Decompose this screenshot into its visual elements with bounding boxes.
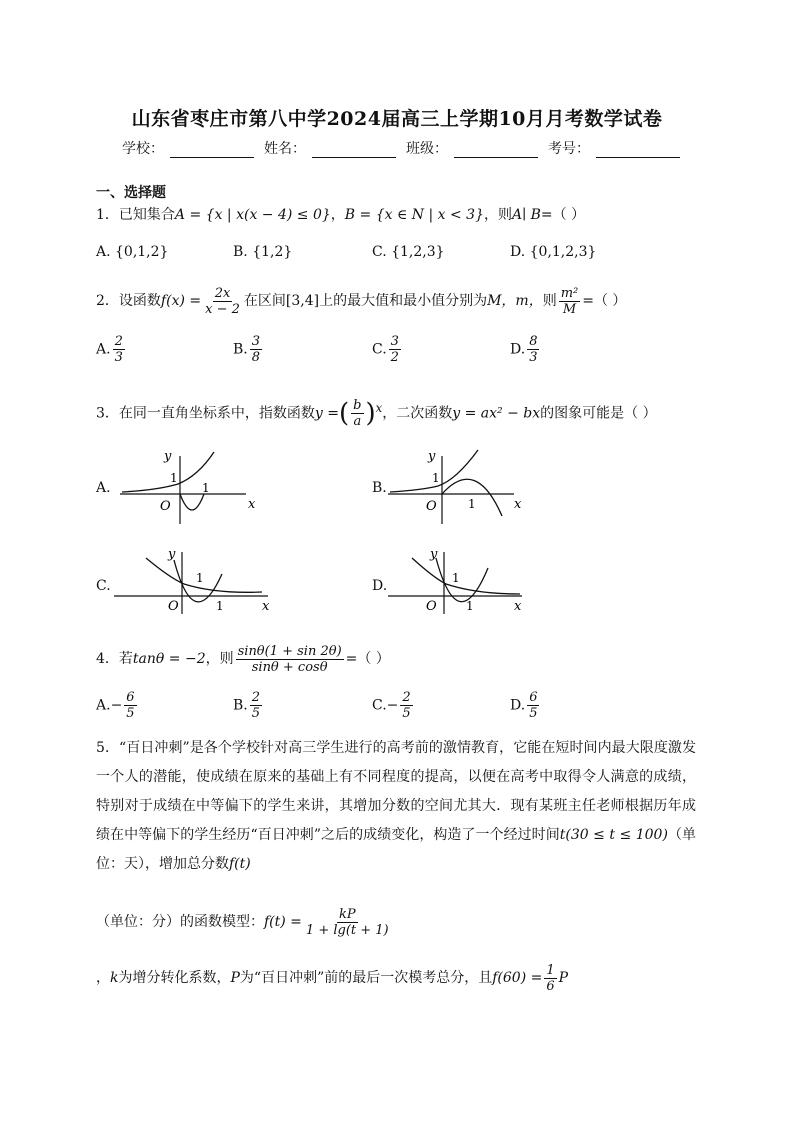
q4-num: sinθ(1 + sin 2θ) — [237, 643, 342, 659]
name-blank[interactable] — [312, 143, 396, 158]
q2-b-frac — [250, 334, 262, 365]
q2-end: =（ ） — [582, 293, 627, 309]
q5-model-num: kP — [338, 906, 356, 922]
graph-a-one-x: 1 — [202, 481, 210, 495]
q1-set-b: B = {x ∈ N | x < 3} — [344, 207, 484, 223]
q2-c-den: 2 — [390, 350, 399, 365]
graph-b-one-x: 1 — [468, 497, 476, 511]
q1-option-d[interactable]: D. {0,1,2,3} — [510, 244, 597, 260]
q2-ratio-num: m² — [560, 285, 579, 301]
q4-a-den: 5 — [126, 706, 135, 721]
q1-end: =（ ） — [540, 207, 586, 223]
graph-a-origin: O — [160, 499, 171, 514]
q2-option-a[interactable] — [96, 334, 127, 365]
q2-a-num: 2 — [114, 334, 123, 349]
q2-d-den: 3 — [529, 350, 538, 365]
q5-line2: （单位：分）的函数模型： — [96, 914, 264, 930]
q2-den: x − 2 — [205, 301, 240, 317]
graph-c-exponential — [146, 558, 262, 592]
graph-b-y-label: y — [428, 449, 436, 464]
q3-exp-pow: x — [375, 401, 383, 415]
q4-b-label: B. — [233, 697, 248, 714]
q3-lparen: ( — [339, 398, 350, 429]
q3-prefix: 3．在同一直角坐标系中，指数函数 — [96, 405, 315, 422]
q1-sep: ， — [330, 207, 345, 223]
exam-no-label: 考号： — [548, 141, 590, 157]
q4-c-sign: − — [386, 697, 399, 714]
q4-end: =（ ） — [345, 651, 390, 667]
q5-p: P — [230, 970, 240, 986]
graph-a-parabola — [180, 494, 204, 510]
q2-then: 则 — [542, 293, 557, 309]
q2-d-frac — [527, 334, 539, 365]
q1-expr: A∣ B — [511, 207, 541, 223]
q2-a-den: 3 — [114, 350, 123, 365]
graph-c-y-label: y — [168, 547, 176, 562]
q2-d-label: D. — [510, 341, 526, 358]
class-blank[interactable] — [454, 143, 538, 158]
q2-mid: 在区间[3,4]上的最大值和最小值分别为 — [243, 293, 488, 309]
q5-line3-a: ， — [96, 970, 110, 986]
q4-d-num: 6 — [529, 690, 538, 705]
q2-vars: M，m， — [487, 293, 543, 309]
question-5 — [96, 734, 696, 879]
q4-c-label: C. — [372, 697, 387, 714]
graph-a-x-label: x — [248, 497, 256, 512]
q3-quad: y = ax² − bx — [452, 405, 541, 422]
q2-c-label: C. — [372, 341, 387, 358]
q5-model-line — [96, 902, 393, 942]
graph-d-y-label: y — [430, 547, 438, 562]
section-title: 一、选择题 — [96, 185, 166, 201]
q2-option-d[interactable] — [510, 334, 541, 365]
q4-a-label: A. — [96, 697, 111, 714]
q5-t-range: t(30 ≤ t ≤ 100) — [559, 827, 668, 843]
q4-a-num: 6 — [126, 690, 135, 705]
q4-b-num: 2 — [251, 690, 261, 705]
q4-c-den: 5 — [402, 706, 411, 721]
q2-option-b[interactable] — [233, 334, 264, 365]
q5-condition-line — [96, 958, 568, 998]
q2-b-label: B. — [233, 341, 248, 358]
q3-end: 的图象可能是（ ） — [540, 405, 657, 422]
q4-a-frac — [124, 690, 136, 721]
q2-d-num: 8 — [529, 334, 538, 349]
q2-b-den: 8 — [251, 350, 261, 365]
q1-option-c[interactable]: C. {1,2,3} — [372, 244, 445, 260]
page-title: 山东省枣庄市第八中学2024届高三上学期10月月考数学试卷 — [131, 108, 663, 130]
q5-f60-frac — [544, 963, 556, 994]
school-label: 学校： — [122, 141, 164, 157]
q5-f60-num: 1 — [546, 962, 555, 978]
class-label: 班级： — [406, 141, 448, 157]
q4-d-den: 5 — [529, 706, 538, 721]
q4-den: sinθ + cosθ — [251, 659, 328, 675]
q3-exp-den: a — [353, 414, 362, 430]
graph-c-one-x: 1 — [216, 599, 224, 613]
graph-d-x-label: x — [514, 599, 522, 614]
q4-c-frac — [400, 690, 412, 721]
q2-fraction — [203, 286, 242, 317]
q4-option-b[interactable] — [233, 690, 264, 721]
q4-a-sign: − — [110, 697, 123, 714]
q5-model-frac — [304, 907, 391, 938]
q5-line3-b: 为增分转化系数， — [118, 970, 231, 986]
q4-b-frac — [250, 690, 262, 721]
q4-option-c[interactable] — [372, 690, 415, 721]
q2-ratio — [559, 286, 581, 317]
name-label: 姓名： — [264, 141, 306, 157]
q3-graph-b[interactable] — [386, 446, 526, 526]
q4-option-d[interactable] — [510, 690, 541, 721]
q3-option-a-label[interactable]: A. — [96, 480, 111, 496]
q4-prefix: 4．若 — [96, 651, 133, 667]
question-1 — [96, 204, 585, 226]
q3-option-d-label[interactable]: D. — [372, 578, 388, 594]
q2-prefix: 2．设函数 — [96, 293, 161, 309]
q2-a-label: A. — [96, 341, 111, 358]
q2-c-num: 3 — [390, 334, 399, 349]
q4-d-frac — [527, 690, 539, 721]
student-info-line — [122, 138, 684, 158]
q5-k: k — [110, 970, 119, 986]
q5-f60-p: P — [558, 970, 569, 986]
q5-ft: f(t) — [229, 856, 251, 872]
question-4 — [96, 640, 390, 678]
q1-option-a[interactable]: A. {0,1,2} — [96, 244, 169, 260]
q2-ratio-den: M — [562, 301, 577, 317]
graph-d-origin: O — [426, 599, 437, 614]
q3-graph-a[interactable] — [118, 446, 258, 526]
graph-c-one-y: 1 — [196, 571, 204, 585]
q3-option-b-label[interactable]: B. — [372, 480, 387, 496]
q2-a-frac — [113, 334, 125, 365]
graph-b-one-y: 1 — [432, 471, 440, 485]
school-blank[interactable] — [170, 143, 254, 158]
graph-b-origin: O — [426, 499, 437, 514]
graph-c-origin: O — [168, 599, 179, 614]
q4-fraction — [236, 644, 344, 675]
q5-paragraph: 5．“百日冲刺”是各个学校针对高三学生进行的高考前的激情教育，它能在短时间内最大限度激发一个人的潜能，使成绩在原来的基础上有不同程度的提高，以便在高考中取得令人满意的成绩，特别对于成绩在中等偏下的学生来讲，其增加分数的空间尤其大．现有某班主任老师根据历年成绩在中等偏下的学生经历“百日冲刺”之后的成绩变化，构造了一个经过时间 — [96, 740, 696, 843]
q4-c-num: 2 — [402, 690, 411, 705]
q1-then: ，则 — [483, 207, 512, 223]
q3-exp-frac — [351, 398, 363, 429]
graph-d-exponential — [412, 558, 520, 594]
q4-b-den: 5 — [251, 706, 261, 721]
q5-line3-c: 为“百日冲刺”前的最后一次模考总分，且 — [239, 970, 493, 986]
question-2 — [96, 282, 626, 320]
q5-unit-day: （单位：天），增加总分数 — [96, 827, 697, 872]
q1-prefix: 1．已知集合 — [96, 207, 175, 223]
q5-f60-den: 6 — [546, 978, 555, 994]
q4-option-a[interactable] — [96, 690, 139, 721]
q2-fx: f(x) = — [160, 293, 202, 309]
q1-set-a: A = {x | x(x − 4) ≤ 0} — [174, 207, 331, 223]
q2-c-frac — [389, 334, 401, 365]
graph-a-y-label: y — [164, 449, 172, 464]
q4-cond: tanθ = −2 — [132, 651, 206, 667]
q2-b-num: 3 — [251, 334, 261, 349]
q2-num: 2x — [214, 285, 231, 301]
graph-b-x-label: x — [514, 497, 522, 512]
graph-d-one-x: 1 — [466, 599, 474, 613]
q5-model-lhs: f(t) = — [264, 914, 302, 930]
question-3 — [96, 388, 657, 434]
q1-option-b[interactable]: B. {1,2} — [233, 244, 293, 260]
q3-option-c-label[interactable]: C. — [96, 578, 111, 594]
exam-no-blank[interactable] — [596, 143, 680, 158]
graph-c-x-label: x — [262, 599, 270, 614]
q3-rparen: ) — [365, 398, 376, 429]
q3-graph-d[interactable] — [386, 544, 536, 616]
q5-f60: f(60) = — [492, 970, 543, 986]
graph-a-one-y: 1 — [170, 471, 178, 485]
q3-mid: ，二次函数 — [382, 405, 453, 422]
q4-d-label: D. — [510, 697, 526, 714]
q2-option-c[interactable] — [372, 334, 403, 365]
q4-then: ，则 — [205, 651, 234, 667]
q3-exp-y: y = — [314, 405, 340, 422]
q5-model-den: 1 + lg(t + 1) — [305, 922, 389, 938]
q3-graph-c[interactable] — [112, 544, 282, 616]
graph-d-one-y: 1 — [452, 571, 460, 585]
q3-exp-num: b — [353, 398, 362, 414]
